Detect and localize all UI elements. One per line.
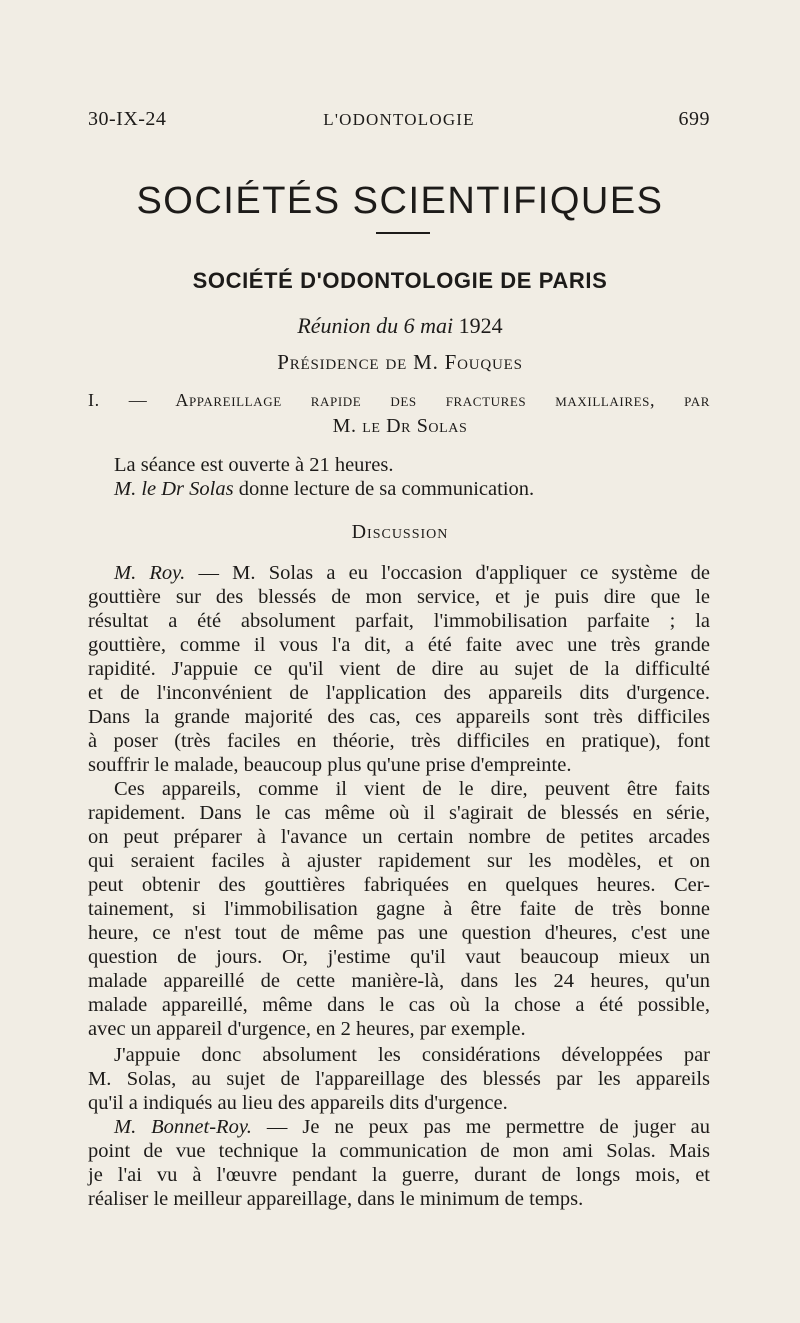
section-heading: I. — Appareillage rapide des fractures maxillaires, par [88,390,710,410]
bonnet-roy-line: réaliser le meilleur appareillage, dans le minimum de temps. [88,1188,584,1210]
roy-line: question de jours. Or, j'estime qu'il vaut beaucoup mieux un [88,946,710,968]
bonnet-roy-line: je l'ai vu à l'œuvre pendant la guerre, durant de longs mois, et [88,1164,710,1186]
roy-line-text: — M. Solas a eu l'occasion d'appliquer ce système de [198,562,710,584]
bonnet-roy-line [114,1115,710,1139]
roy-line: résultat a été absolument parfait, l'immobilisation parfaite ; la [88,610,710,632]
roy-line [114,561,710,585]
society-name: SOCIÉTÉ D'ODONTOLOGIE DE PARIS [192,268,608,293]
roy-line: malade appareillé de cette manière-là, dans les 24 heures, qu'un [88,970,710,992]
communication-line [114,477,710,501]
roy-line: M. Solas, au sujet de l'appareillage des blessés par les appareils [88,1068,710,1090]
roy-line: on peut préparer à l'avance un certain nombre de petites arcades [88,826,710,848]
speaker-roy: M. Roy. [114,562,186,584]
header-journal-title: L'ODONTOLOGIE [323,110,475,129]
roy-line: qui seraient faciles à ajuster rapidement sur les modèles, et on [88,850,710,872]
running-header [88,108,710,138]
section-author: M. le Dr Solas [332,415,468,437]
roy-line: tainement, si l'immobilisation gagne à être faite de très bonne [88,898,710,920]
roy-line: souffrir le malade, beaucoup plus qu'une prise d'empreinte. [88,754,572,776]
roy-line: qu'il a indiqués au lieu des appareils dits d'urgence. [88,1092,508,1114]
bonnet-roy-line-text: — Je ne peux pas me permettre de juger au [266,1116,710,1138]
roy-line: J'appuie donc absolument les considérations développées par [114,1044,710,1066]
roy-line: gouttière sur des blessés de mon service, et je puis dire que le [88,586,710,608]
roy-line: gouttière, comme il vous l'a dit, a été faite avec une très grande [88,634,710,656]
meeting-label: Réunion du 6 mai [297,313,454,338]
meeting-year: 1924 [458,313,503,338]
roy-line: à poser (très faciles en théorie, très difficiles en pratique), font [88,730,710,752]
roy-line: avec un appareil d'urgence, en 2 heures, par exemple. [88,1018,526,1040]
page-title: SOCIÉTÉS SCIENTIFIQUES [136,180,664,222]
roy-line: heure, ce n'est tout de même pas une question d'heures, c'est une [88,922,710,944]
presidency-line: Présidence de M. Fouques [277,350,523,374]
page-number: 699 [678,108,710,130]
speaker-solas: M. le Dr Solas [114,478,234,500]
roy-line: Dans la grande majorité des cas, ces appareils sont très difficiles [88,706,710,728]
roy-line: peut obtenir des gouttières fabriquées en quelques heures. Cer- [88,874,710,896]
roy-line: Ces appareils, comme il vient de le dire, peuvent être faits [114,778,710,800]
discussion-heading: Discussion [351,521,449,543]
opening-line: La séance est ouverte à 21 heures. [114,454,394,476]
bonnet-roy-line: point de vue technique la communication de mon ami Solas. Mais [88,1140,710,1162]
meeting-date [0,313,800,339]
communication-text: donne lecture de sa communication. [238,478,535,500]
roy-line: malade appareillé, même dans le cas où la chose a été possible, [88,994,710,1016]
roy-line: rapidité. J'appuie ce qu'il vient de dire au sujet de la difficulté [88,658,710,680]
roy-line: rapidement. Dans le cas même où il s'agirait de blessés en série, [88,802,710,824]
header-date: 30-IX-24 [88,108,167,130]
title-divider [376,232,430,234]
speaker-bonnet-roy: M. Bonnet-Roy. [114,1116,252,1138]
roy-line: et de l'inconvénient de l'application des appareils dits d'urgence. [88,682,710,704]
